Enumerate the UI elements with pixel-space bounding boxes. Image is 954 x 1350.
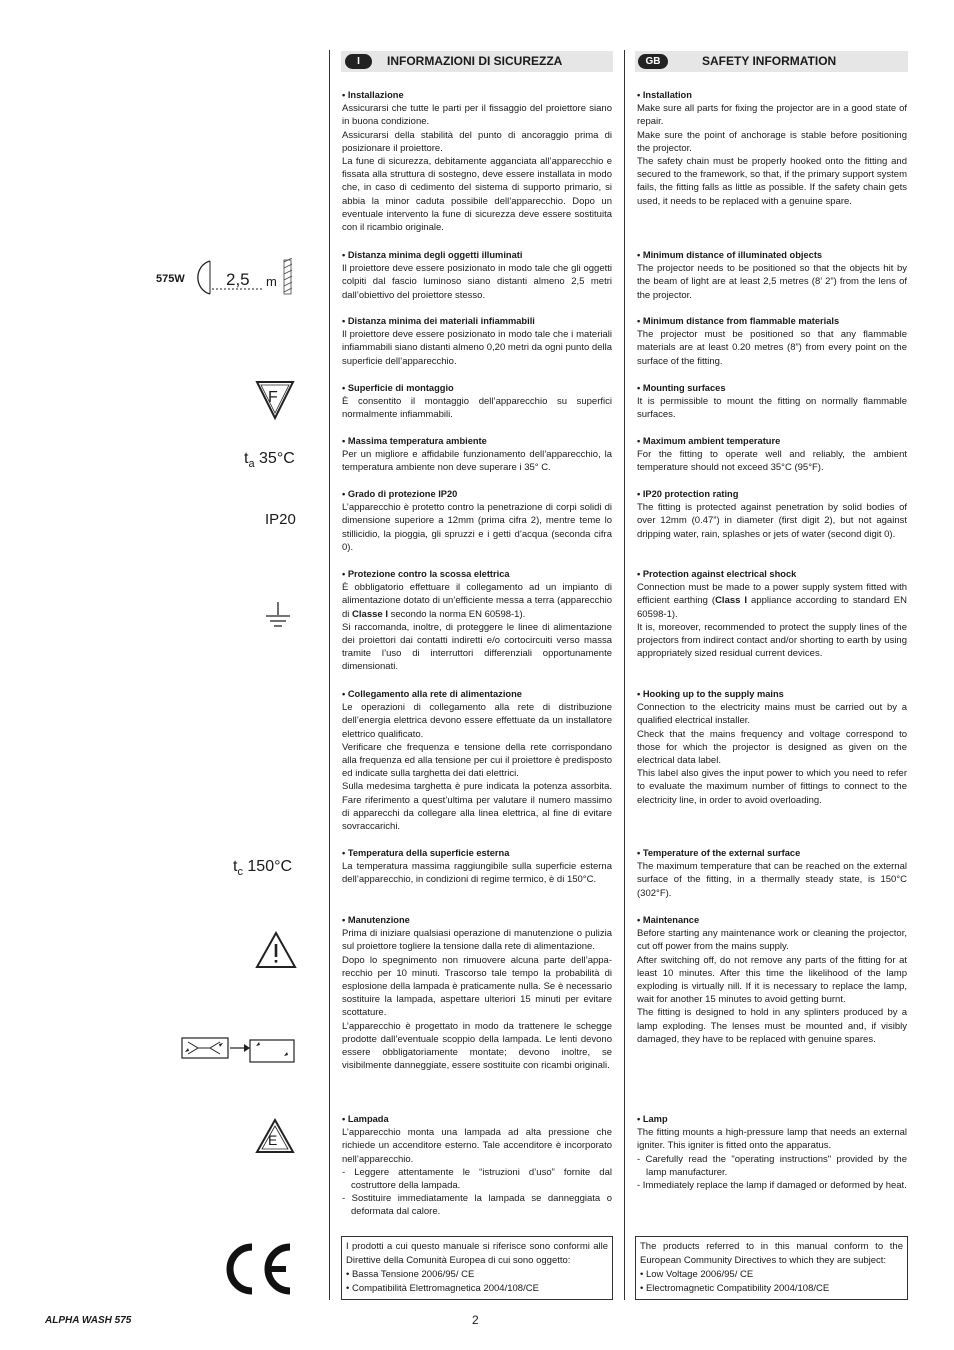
left-column-rule [329, 50, 330, 1300]
italian-header [341, 51, 613, 72]
en-ip20: • IP20 protection rating The fitting is protected against penetration by solid bodies of over 12mm (0.47”) in diameter (first digit 2), but not against dripping water, rain, splashes or jets of water (second digit 0). [637, 489, 907, 540]
en-max-ambient: • Maximum ambient temperature For the fitting to operate well and reliably, the ambient temperature should not exceed 35°C (95°F). [637, 436, 907, 474]
warning-icon [255, 931, 297, 969]
wattage-label: 575W [156, 273, 185, 285]
en-surface-temp: • Temperature of the external surface The maximum temperature that can be reached on the external surface of the fitting, in a thermally steady state, is 150°C (302°F). [637, 848, 907, 899]
ambient-temperature: $t_a$ 35°C [244, 450, 295, 471]
it-surface-temp: • Temperatura della superficie esterna La temperatura massima raggiungibile sulla superficie esterna dell’apparecchio, in condizioni di regime termico, è di 150°C. [342, 848, 612, 886]
english-compliance-box: The products referred to in this manual conform to the European Community Directives to which they are subject: • Low Voltage 2006/95/ CE • Electromagnetic Compatibility 2004/108/CE [635, 1236, 908, 1300]
english-title: SAFETY INFORMATION [702, 54, 837, 68]
ip-rating: IP20 [265, 511, 296, 528]
italian-title: INFORMAZIONI DI SICUREZZA [387, 54, 563, 68]
ce-mark-logo [222, 1243, 294, 1295]
it-ip20: • Grado di protezione IP20 L’apparecchio è protetto contro la penetrazione di corpi solidi di dimensione superiore a 12mm (prima cifra 2), mentre teme lo stillicidio, la pioggia, gli spruzzi e i getti d’acqua (seconda cifra 0). [342, 489, 612, 553]
flammable-letter: F [268, 389, 278, 406]
middle-column-rule [624, 50, 625, 1300]
min-distance-value: 2,5 [226, 270, 250, 289]
it-mains-connection: • Collegamento alla rete di alimentazione Le operazioni di collegamento alla rete di distribuzione dell’energia elettrica devono essere effettuate da un installatore elettrico qualificato. Verificare che frequenza e tensione della rete corrispondano alla frequenza ed alla tensione per cui il proiettore è predisposto ed indicate sulla targhetta dei dati elettrici. Sulla medesima targhetta è pure indicata la potenza assorbita. Fare riferimento a quest’ultima per valutare il numero massimo di apparecchi da collegare alla linea elettrica, al fine di evitare sovraccarichi. [342, 689, 612, 833]
earth-ground-icon [264, 600, 292, 632]
page-number: 2 [472, 1313, 479, 1327]
lens-splinter-icon [180, 1034, 295, 1064]
it-lamp: • Lampada L’apparecchio monta una lampada ad alta pressione che richiede un accenditore esterno. Tale accenditore è incorporato nell’apparecchio. - Leggere attentamente le “istruzioni d’uso” fornite dal costruttore della lampada. - Sostituire immediatamente la lampada se danneggiata o deformata dal calore. [342, 1114, 612, 1218]
it-maintenance: • Manutenzione Prima di iniziare qualsiasi operazione di manutenzione o pulizia sul proiettore togliere la tensione dalla rete di alimentazione. Dopo lo spegnimento non rimuovere alcuna parte dell’appa-recchio per 10 minuti. Trascorso tale tempo la probabilità di esplosione della lampada è praticamente nulla. Se è necessario sostituire la lampada, aspettare ulteriori 15 minuti per evitare scottature. L’apparecchio è progettato in modo da trattenere le schegge prodotte dall’eventuale scoppio della lampada. Le lenti devono essere obbligatoriamente montate; devono inoltre, se visibilmente danneggiate, essere sostituite con ricambi originali. [342, 915, 612, 1072]
italian-compliance-box: I prodotti a cui questo manuale si riferisce sono conformi alle Direttive della Comunità Europea di cui sono oggetto: • Bassa Tensione 2006/95/ CE • Compatibilità Elettromagnetica 2004/108/CE [341, 1236, 613, 1300]
it-mounting-surface: • Superficie di montaggio È consentito il montaggio dell’apparecchio su superfici normalmente infiammabili. [342, 383, 612, 421]
en-lamp: • Lamp The fitting mounts a high-pressure lamp that needs an external igniter. This igniter is fitted onto the apparatus. - Carefully read the "operating instructions" provided by the lamp manufacturer. - Immediately replace the lamp if damaged or deformed by heat. [637, 1114, 907, 1192]
surface-temperature: $t_c$ 150°C [233, 858, 293, 879]
min-distance-unit: m [266, 274, 277, 289]
product-name: ALPHA WASH 575 [45, 1315, 132, 1326]
en-min-distance-objects: • Minimum distance of illuminated objects The projector needs to be positioned so that the objects hit by the beam of light are at least 2,5 metres (8’ 2”) from the lens of the projector. [637, 250, 907, 301]
en-min-distance-flammable: • Minimum distance from flammable materials The projector must be positioned so that any flammable materials are at least 0.20 metres (8”) from every point on the surface of the fitting. [637, 316, 907, 367]
en-installation: • Installation Make sure all parts for fixing the projector are in a good state of repair. Make sure the point of anchorage is stable before positioning the projector. The safety chain must be properly hooked onto the fitting and secured to the framework, so that, if the primary support system fails, the fitting falls as little as possible. If the safety chain gets used, it needs to be replaced with a genuine spare. [637, 90, 907, 207]
it-min-distance-objects: • Distanza minima degli oggetti illuminati Il proiettore deve essere posizionato in modo tale che gli oggetti colpiti dal fascio luminoso siano distanti almeno 2,5 metri dall’obiettivo del proiettore stesso. [342, 250, 612, 301]
italian-badge: I [345, 54, 372, 69]
it-min-distance-flammable: • Distanza minima dei materiali infiammabili Il proiettore deve essere posizionato in modo tale che i materiali infiammabili siano distanti almeno 0,20 metri da ogni punto della superficie dell’apparecchio. [342, 316, 612, 367]
it-electric-shock: • Protezione contro la scossa elettrica È obbligatorio effettuare il collegamento ad un impianto di alimentazione dotato di un’efficiente messa a terra (apparecchio di Classe I secondo la norma EN 60598-1). Si raccomanda, inoltre, di proteggere le linee di alimentazione dei proiettori dai contatti indiretti e/o cortocircuiti verso massa tramite l’uso di interruttori differenziali opportunamente dimensionati. [342, 569, 612, 673]
english-badge: GB [638, 54, 668, 69]
it-max-ambient: • Massima temperatura ambiente Per un migliore e affidabile funzionamento dell’apparecchio, la temperatura ambiente non deve superare i 35° C. [342, 436, 612, 474]
lamp-type-letter: E [268, 1132, 278, 1148]
en-mains-connection: • Hooking up to the supply mains Connection to the electricity mains must be carried out by a qualified electrical installer. Check that the mains frequency and voltage correspond to those for which the projector is designed as given on the electrical data label. This label also gives the input power to which you need to refer to evaluate the maximum number of fittings to connect to the electricity line, in order to avoid overloading. [637, 689, 907, 806]
en-electric-shock: • Protection against electrical shock Connection must be made to a power supply system fitted with efficient earthing (Class I appliance according to standard EN 60598-1). It is, moreover, recommended to protect the supply lines of the projectors from indirect contact and/or shorting to earth by using appropriately sized residual current devices. [637, 569, 907, 660]
it-installation: • Installazione Assicurarsi che tutte le parti per il fissaggio del proiettore siano in buona condizione. Assicurarsi della stabilità del punto di ancoraggio prima di posizionare il proiettore. La fune di sicurezza, debitamente agganciata all’apparecchio e fissata alla struttura di sostegno, deve essere installata in modo che, in caso di cedimento del sistema di supporto primario, si abbia la minor caduta possibile dell’apparecchio. Dopo un eventuale intervento la fune di sicurezza deve essere sostituita con il ricambio originale. [342, 90, 612, 234]
en-maintenance: • Maintenance Before starting any maintenance work or cleaning the projector, cut off power from the mains supply. After switching off, do not remove any parts of the fitting for at least 10 minutes. After this time the likelihood of the lamp exploding is virtually nill. If it is necessary to replace the lamp, wait for another 15 minutes to avoid getting burnt. The fitting is designed to hold in any splinters produced by a lamp exploding. The lenses must be mounted and, if visibly damaged, they have to be replaced with genuine spares. [637, 915, 907, 1045]
en-mounting-surface: • Mounting surfaces It is permissible to mount the fitting on normally flammable surfaces. [637, 383, 907, 421]
english-header [635, 51, 908, 72]
